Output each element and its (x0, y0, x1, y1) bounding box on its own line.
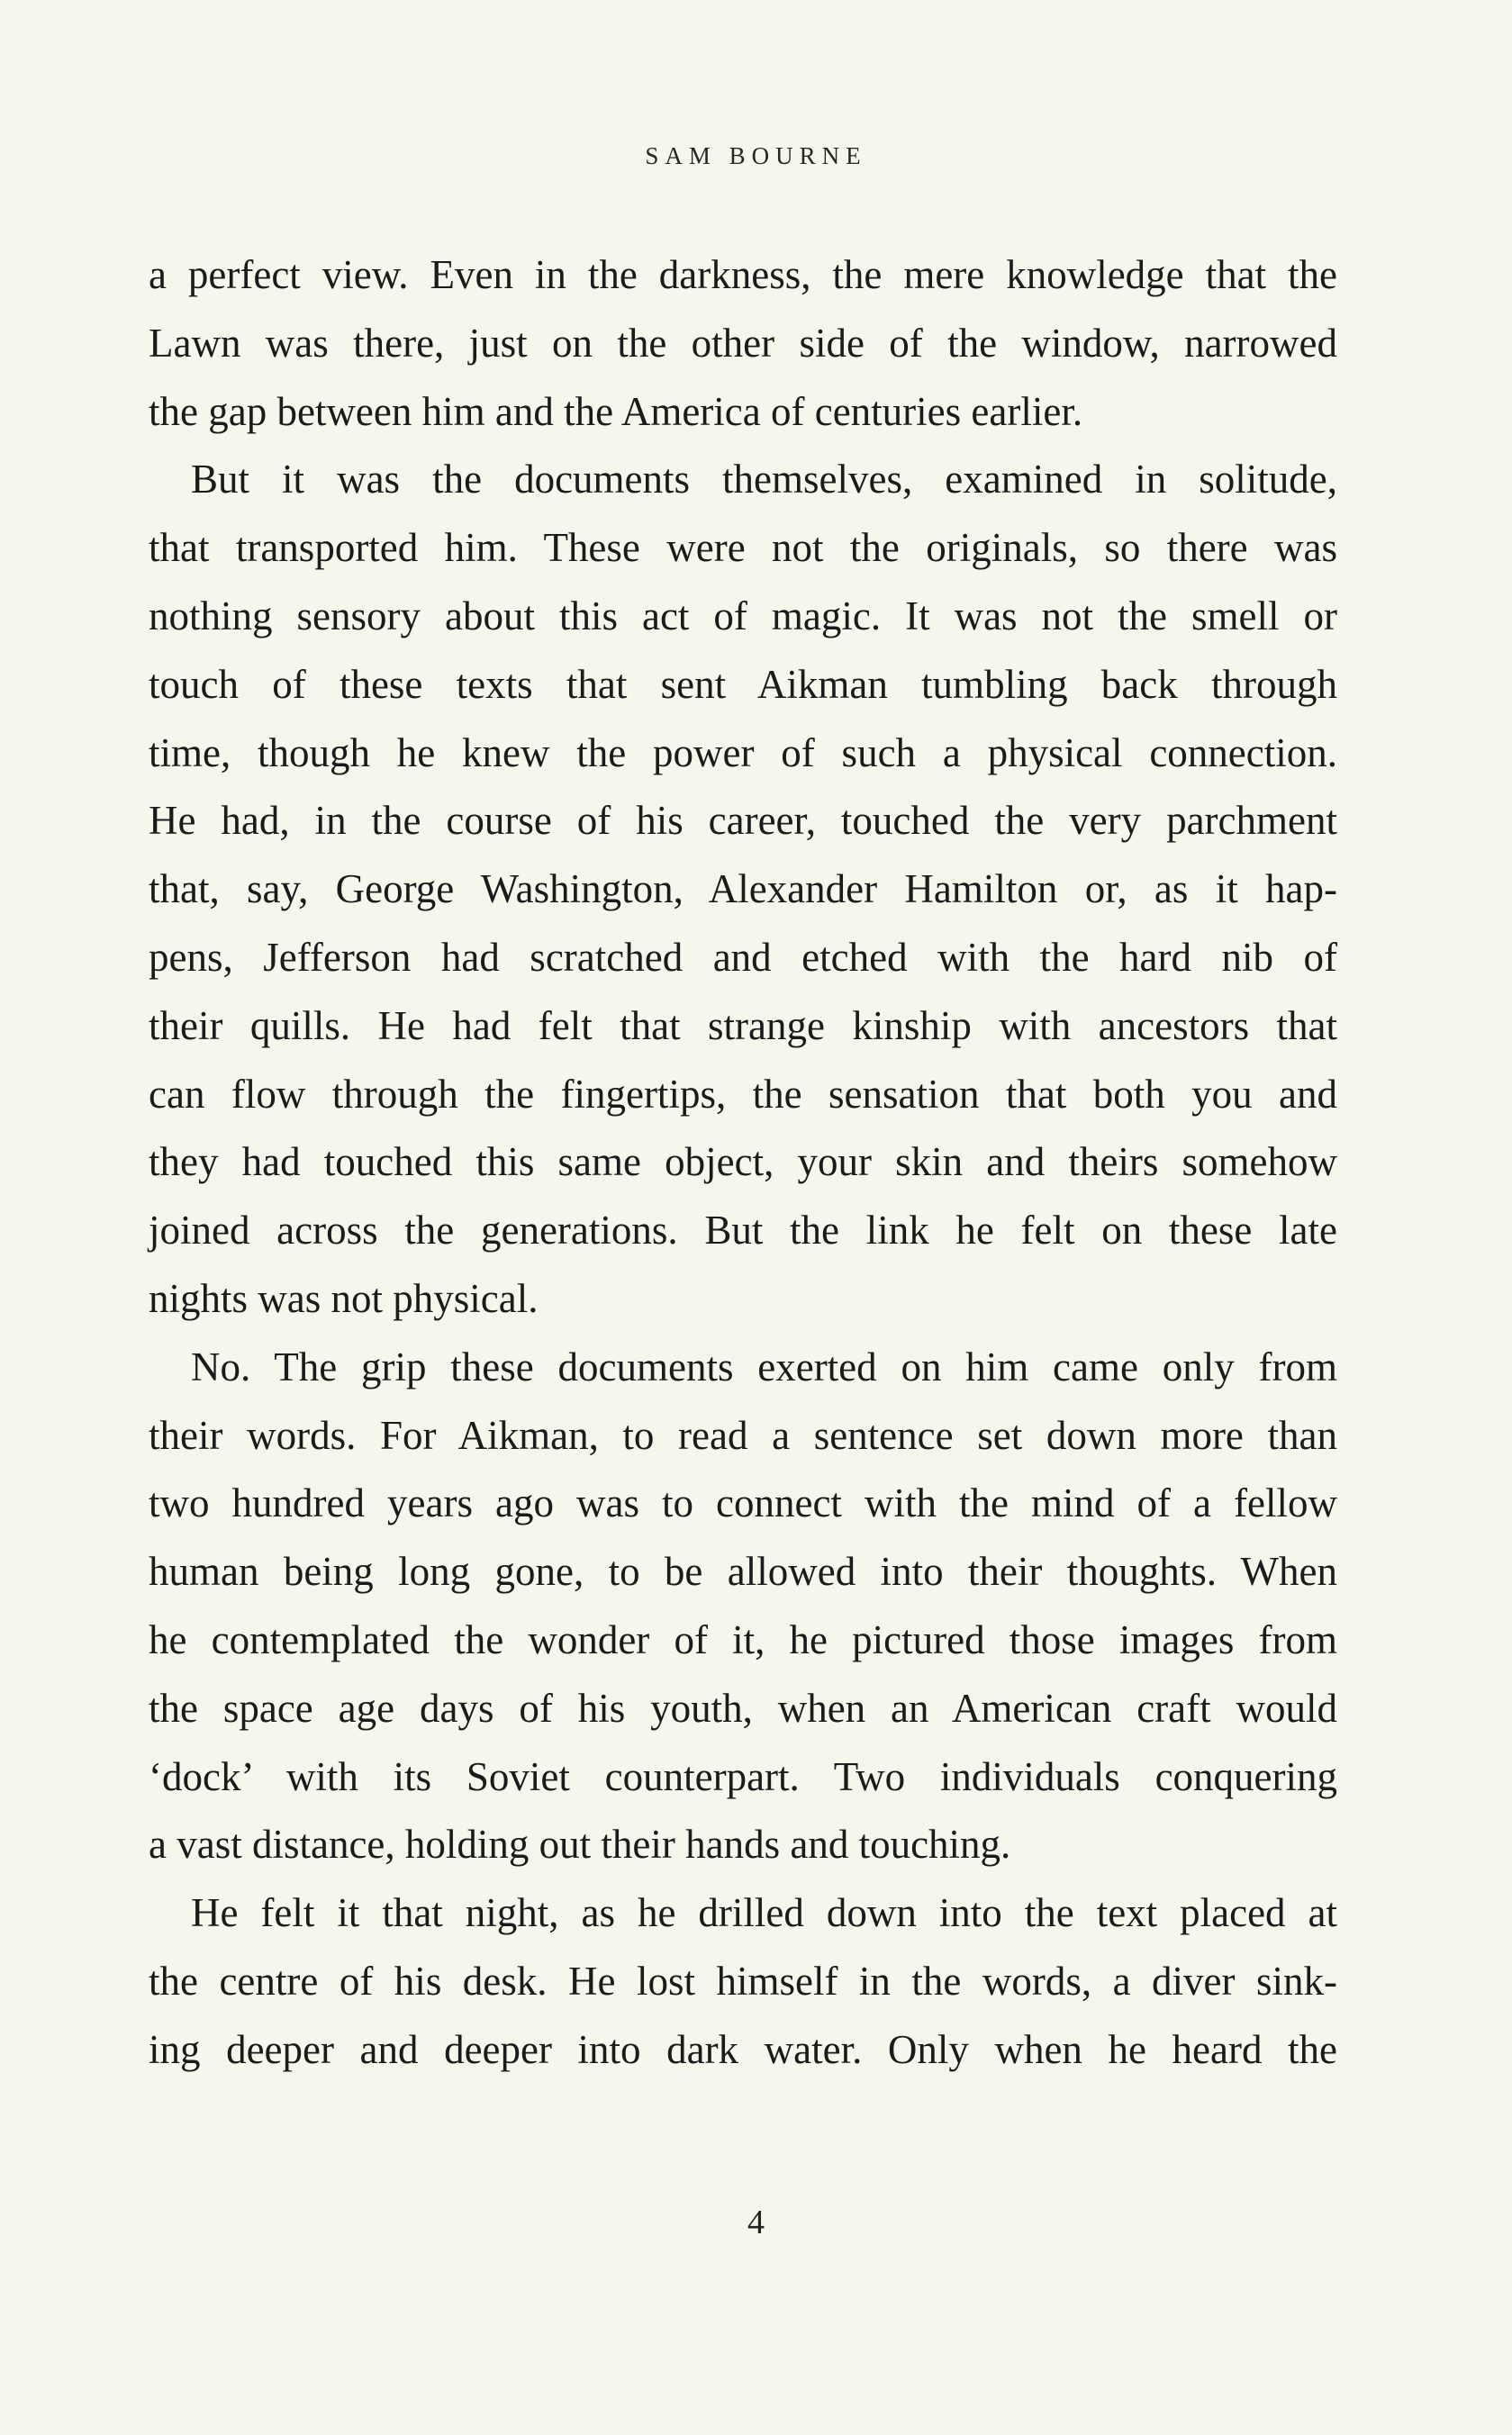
text-line: that transported him. These were not the originals, so there was (149, 525, 1337, 571)
paragraph (149, 446, 1337, 1333)
paragraph (149, 1879, 1337, 2084)
text-line: Lawn was there, just on the other side of the window, narrowed (149, 320, 1337, 366)
text-line: the space age days of his youth, when an American craft would (149, 1685, 1337, 1731)
text-line: But it was the documents themselves, examined in solitude, (191, 457, 1337, 502)
text-line: pens, Jefferson had scratched and etched with the hard nib of (149, 934, 1337, 980)
text-line: touch of these texts that sent Aikman tumbling back through (149, 661, 1337, 707)
text-line: that, say, George Washington, Alexander Hamilton or, as it hap- (149, 866, 1337, 912)
text-line: No. The grip these documents exerted on him came only from (191, 1344, 1337, 1389)
text-line: nothing sensory about this act of magic. It was not the smell or (149, 593, 1337, 638)
text-line: the gap between him and the America of centuries earlier. (149, 388, 1083, 434)
page-number: 4 (747, 2204, 765, 2241)
text-line: their words. For Aikman, to read a sentence set down more than (149, 1412, 1337, 1458)
text-line: he contemplated the wonder of it, he pictured those images from (149, 1616, 1337, 1662)
text-line: a vast distance, holding out their hands and touching. (149, 1822, 1011, 1868)
running-head: SAM BOURNE (645, 142, 867, 169)
text-line: joined across the generations. But the link he felt on these late (149, 1208, 1337, 1254)
text-line: He had, in the course of his career, touched the very parchment (149, 798, 1337, 844)
text-line: a perfect view. Even in the darkness, the mere knowledge that the (149, 252, 1337, 297)
paragraph (149, 1334, 1337, 1879)
text-line: ing deeper and deeper into dark water. Only when he heard the (149, 2026, 1337, 2072)
text-line: can flow through the fingertips, the sensation that both you and (149, 1071, 1337, 1117)
text-line: nights was not physical. (149, 1275, 539, 1321)
text-line: they had touched this same object, your skin and theirs somehow (149, 1139, 1337, 1185)
text-line: the centre of his desk. He lost himself in the words, a diver sink- (149, 1958, 1337, 2004)
text-line: their quills. He had felt that strange kinship with ancestors that (149, 1002, 1337, 1048)
text-line: two hundred years ago was to connect with the mind of a fellow (149, 1480, 1337, 1526)
text-line: human being long gone, to be allowed into their thoughts. When (149, 1549, 1337, 1595)
paragraph (149, 241, 1337, 446)
body-text (149, 241, 1337, 2085)
text-line: ‘dock’ with its Soviet counterpart. Two individuals conquering (149, 1753, 1337, 1799)
text-line: He felt it that night, as he drilled down into the text placed at (191, 1890, 1337, 1936)
text-line: time, though he knew the power of such a physical connection. (149, 729, 1337, 775)
